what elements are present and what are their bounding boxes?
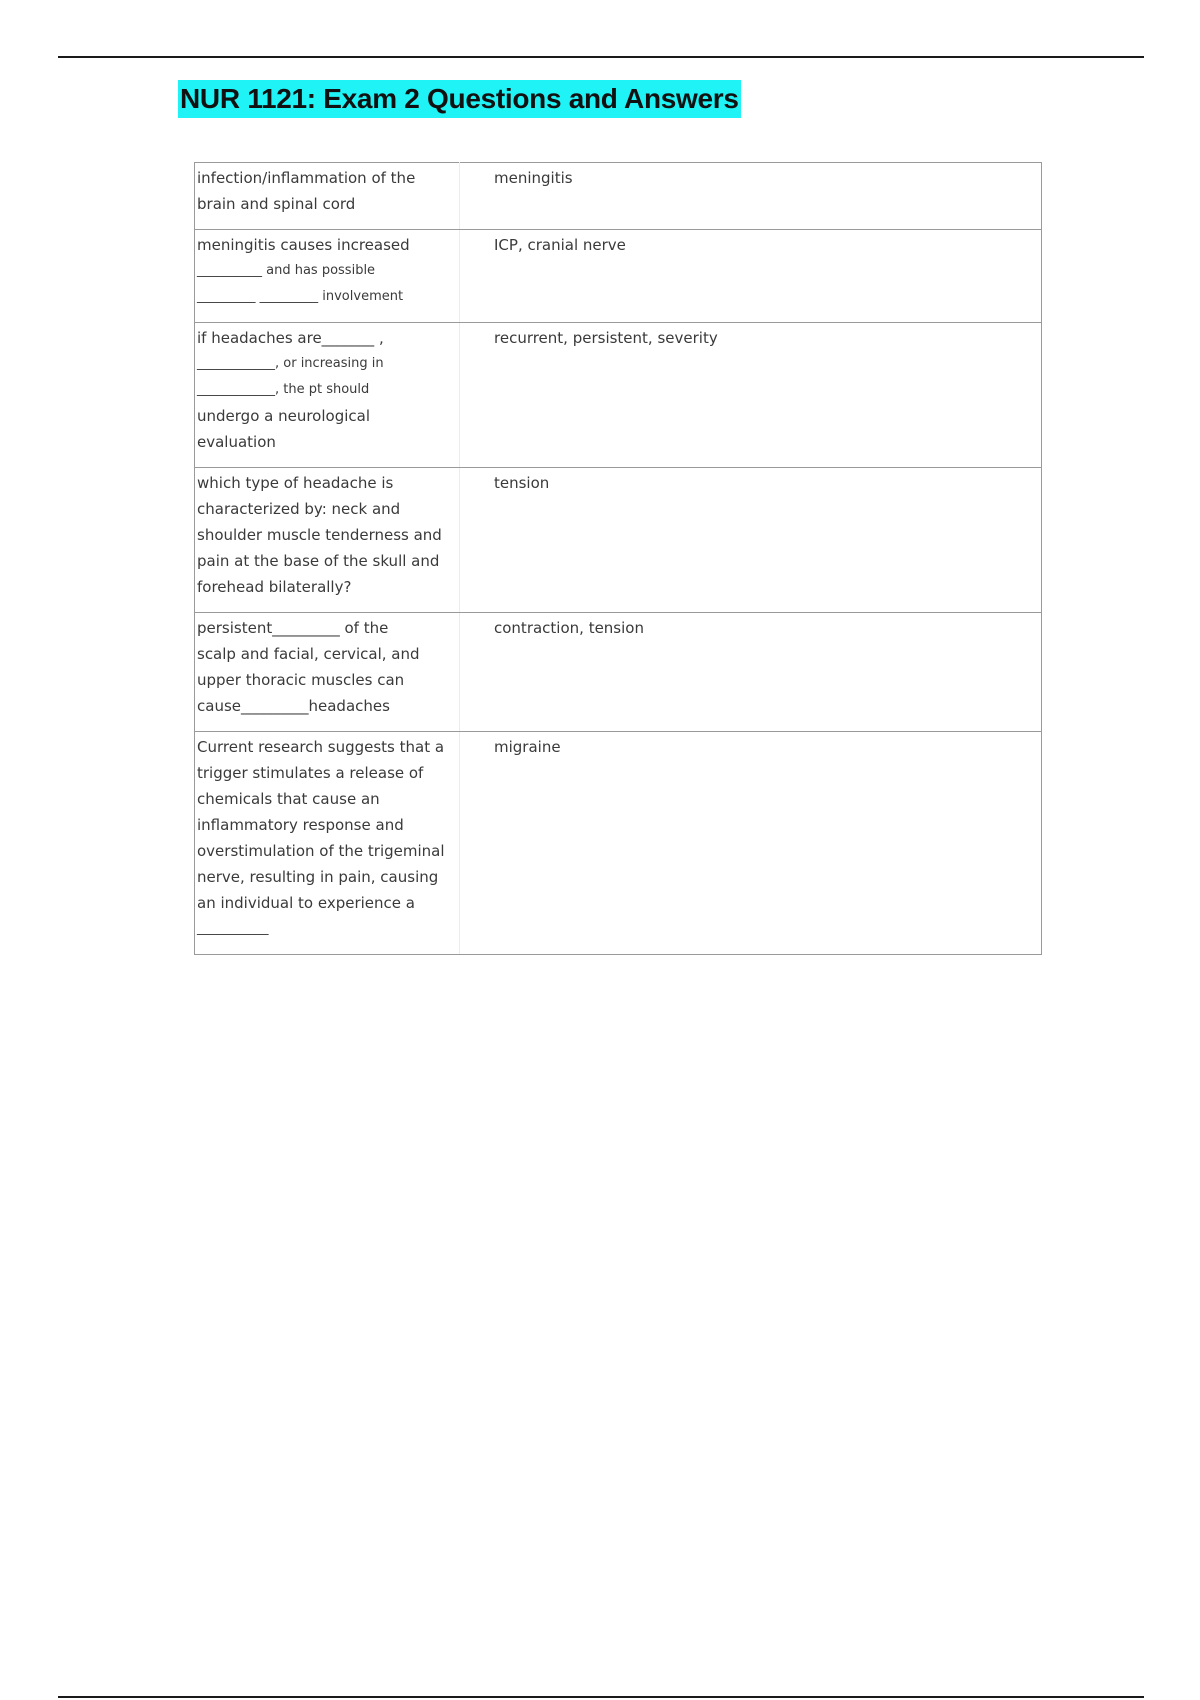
question-line: chemicals that cause an bbox=[197, 790, 380, 808]
question-line: persistent_________ of the bbox=[197, 619, 389, 637]
question-line: Current research suggests that a bbox=[197, 738, 445, 756]
qa-row bbox=[195, 323, 1042, 468]
question-cell bbox=[195, 732, 460, 955]
question-cell bbox=[195, 230, 460, 323]
question-line: _________ _________ involvement bbox=[197, 289, 404, 304]
bottom-rule bbox=[58, 1696, 1144, 1698]
answer-cell bbox=[460, 468, 1042, 613]
question-line: if headaches are_______ , bbox=[197, 329, 384, 347]
question-line: scalp and facial, cervical, and bbox=[197, 645, 420, 663]
question-line: pain at the base of the skull and bbox=[197, 552, 440, 570]
answer-cell bbox=[460, 323, 1042, 468]
question-line: cause_________headaches bbox=[197, 697, 390, 715]
question-cell bbox=[195, 468, 460, 613]
question-cell bbox=[195, 613, 460, 732]
answer-cell bbox=[460, 163, 1042, 230]
question-line: evaluation bbox=[197, 433, 276, 451]
answer-text: contraction, tension bbox=[494, 619, 644, 637]
question-cell bbox=[195, 163, 460, 230]
question-line: trigger stimulates a release of bbox=[197, 764, 424, 782]
question-line: forehead bilaterally? bbox=[197, 578, 352, 596]
answer-text: tension bbox=[494, 474, 550, 492]
title-highlight bbox=[178, 80, 741, 118]
top-rule bbox=[58, 56, 1144, 58]
question-line: an individual to experience a bbox=[197, 894, 415, 912]
qa-row bbox=[195, 468, 1042, 613]
answer-text: ICP, cranial nerve bbox=[494, 236, 626, 254]
question-line: infection/inflammation of the bbox=[197, 169, 416, 187]
answer-text: migraine bbox=[494, 738, 561, 756]
qa-row bbox=[195, 613, 1042, 732]
qa-row bbox=[195, 732, 1042, 955]
qa-table bbox=[194, 162, 1042, 955]
question-line: nerve, resulting in pain, causing bbox=[197, 868, 439, 886]
question-line: which type of headache is bbox=[197, 474, 394, 492]
question-cell bbox=[195, 323, 460, 468]
question-line: meningitis causes increased bbox=[197, 236, 410, 254]
question-line: __________ and has possible bbox=[197, 263, 376, 278]
question-line: ____________, the pt should bbox=[197, 382, 370, 397]
answer-text: meningitis bbox=[494, 169, 573, 187]
question-line: undergo a neurological bbox=[197, 407, 370, 425]
answer-cell bbox=[460, 732, 1042, 955]
qa-row bbox=[195, 163, 1042, 230]
question-line: brain and spinal cord bbox=[197, 195, 356, 213]
question-line: ____________, or increasing in bbox=[197, 356, 384, 371]
question-line: inflammatory response and bbox=[197, 816, 404, 834]
answer-cell bbox=[460, 613, 1042, 732]
question-line: ___________ bbox=[197, 921, 269, 936]
question-line: overstimulation of the trigeminal bbox=[197, 842, 445, 860]
qa-row bbox=[195, 230, 1042, 323]
question-line: upper thoracic muscles can bbox=[197, 671, 405, 689]
document-title: NUR 1121: Exam 2 Questions and Answers bbox=[180, 83, 739, 114]
question-line: shoulder muscle tenderness and bbox=[197, 526, 442, 544]
answer-text: recurrent, persistent, severity bbox=[494, 329, 718, 347]
question-line: characterized by: neck and bbox=[197, 500, 401, 518]
answer-cell bbox=[460, 230, 1042, 323]
